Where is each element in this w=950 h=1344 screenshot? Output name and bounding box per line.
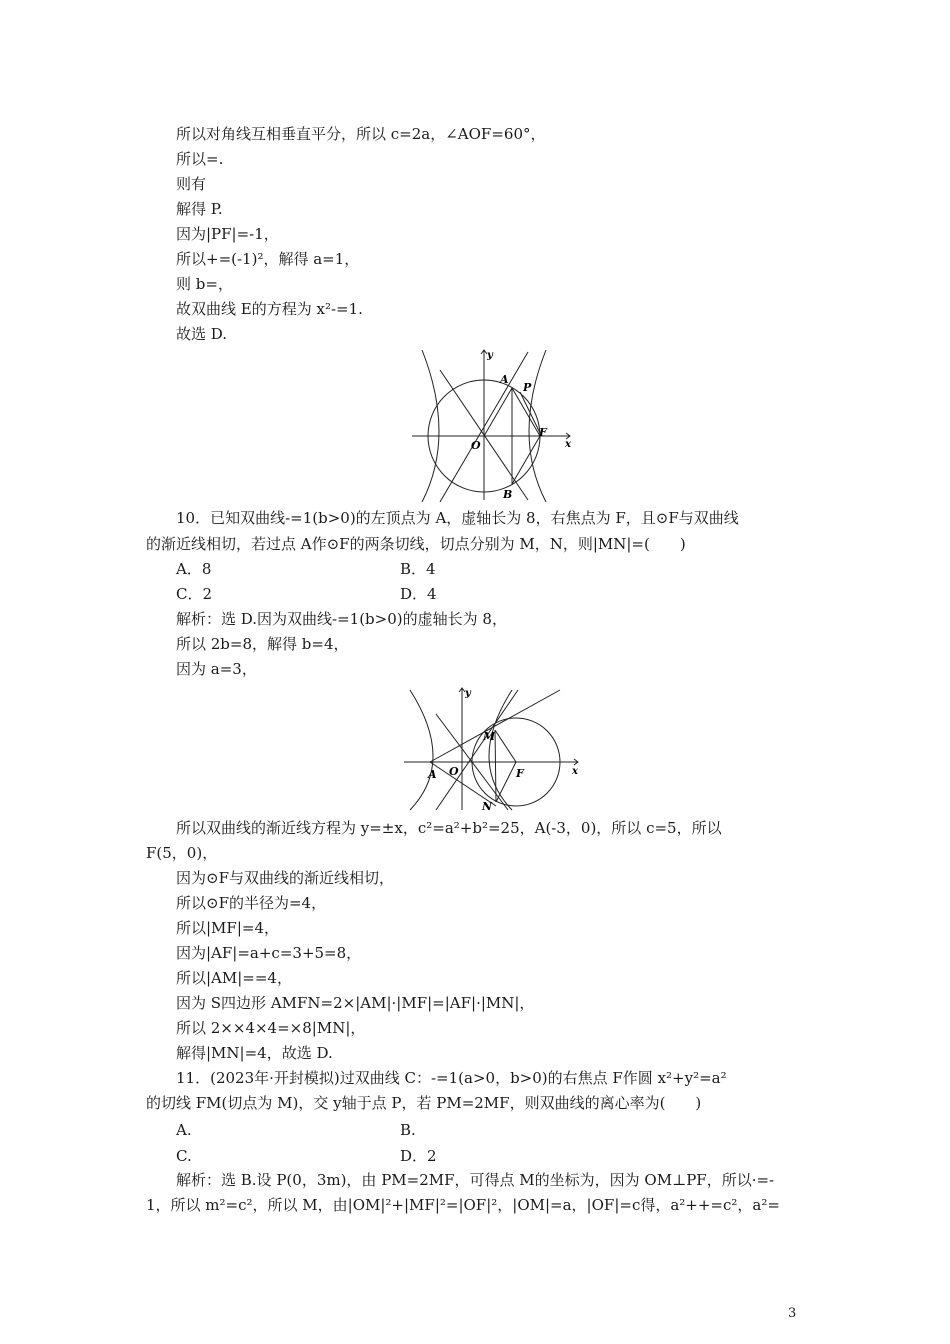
text-line: 因为⊙F与双曲线的渐近线相切， — [176, 869, 394, 887]
segment-pf — [520, 392, 540, 433]
text-line: C. — [176, 1147, 192, 1165]
text-line: 所以|AM|==4， — [176, 969, 292, 987]
text-line: A．8 — [176, 560, 212, 578]
text-line: 1，所以 m²=c²，所以 M，由|OM|²+|MF|²=|OF|²，|OM|=a，|OF|=c得，a²++=c²，a²= — [146, 1196, 780, 1214]
text-line: 的渐近线相切，若过点 A作⊙F的两条切线，切点分别为 M，N，则|MN|=( ) — [146, 535, 686, 553]
text-line: 所以⊙F的半径为=4， — [176, 894, 327, 912]
label-n: N — [482, 800, 493, 812]
segment-mf — [495, 730, 516, 762]
label-x: x — [565, 439, 571, 450]
label-a: A — [428, 768, 437, 781]
label-f: F — [539, 426, 547, 439]
asymptote-1 — [436, 690, 518, 810]
text-line: B. — [400, 1121, 416, 1139]
text-line: 解析：选 B.设 P(0，3m)，由 PM=2MF，可得点 M的坐标为，因为 OM⊥PF，所以·=- — [176, 1171, 775, 1189]
text-line: 所以|MF|=4， — [176, 919, 279, 937]
text-line: B．4 — [400, 560, 436, 578]
text-line: 则有 — [176, 175, 207, 193]
text-line: 因为|AF|=a+c=3+5=8， — [176, 944, 362, 962]
label-f: F — [516, 767, 524, 780]
figure-hyperbola-circle-2 — [400, 686, 582, 812]
segment-oa — [484, 388, 512, 436]
segment-nf — [496, 762, 516, 802]
label-y: y — [487, 350, 493, 361]
label-a: A — [500, 373, 509, 386]
label-o: O — [471, 439, 481, 452]
text-line: D．4 — [400, 585, 437, 603]
label-o: O — [449, 765, 459, 778]
label-x: x — [572, 766, 578, 777]
hyperbola-left-branch — [410, 690, 433, 810]
text-line: 所以 2××4×4=×8|MN|， — [176, 1019, 366, 1037]
text-line: 所以 2b=8，解得 b=4， — [176, 635, 349, 653]
text-line: 故选 D. — [176, 325, 228, 343]
text-line: 所以对角线互相垂直平分，所以 c=2a，∠AOF=60°， — [176, 125, 546, 143]
text-line: 的切线 FM(切点为 M)，交 y轴于点 P，若 PM=2MF，则双曲线的离心率为( ) — [146, 1094, 702, 1112]
text-line: 解得|MN|=4，故选 D. — [176, 1044, 333, 1062]
text-line: 则 b=， — [176, 275, 233, 293]
text-line: 因为 S四边形 AMFN=2×|AM|·|MF|=|AF|·|MN|， — [176, 994, 535, 1012]
label-y: y — [465, 688, 471, 699]
page-number: 3 — [788, 1306, 797, 1321]
figure-hyperbola-circle-1 — [410, 348, 576, 504]
segment-af — [512, 388, 540, 436]
label-b: B — [503, 488, 513, 501]
label-m: M — [483, 730, 496, 743]
text-line: 解得 P. — [176, 200, 223, 218]
text-line: 故双曲线 E的方程为 x²-=1. — [176, 300, 363, 318]
text-line: F(5，0)， — [146, 844, 218, 862]
text-line: 所以=. — [176, 150, 224, 168]
text-line: C．2 — [176, 585, 213, 603]
label-p: P — [523, 381, 532, 394]
text-line: 因为|PF|=-1， — [176, 225, 279, 243]
text-line: 因为 a=3， — [176, 660, 257, 678]
text-line: 所以双曲线的渐近线方程为 y=±x，c²=a²+b²=25，A(-3，0)，所以 c=5，所以 — [176, 819, 722, 837]
hyperbola-left-branch — [422, 350, 439, 502]
text-line: 10．已知双曲线-=1(b>0)的左顶点为 A，虚轴长为 8，右焦点为 F，且⊙F与双曲线 — [176, 509, 739, 527]
text-line: 解析：选 D.因为双曲线-=1(b>0)的虚轴长为 8， — [176, 610, 507, 628]
text-line: A. — [176, 1121, 192, 1139]
text-line: 所以+=(-1)²，解得 a=1， — [176, 250, 360, 268]
text-line: 11．(2023年·开封模拟)过双曲线 C：-=1(a>0，b>0)的右焦点 F作圆 x²+y²=a² — [176, 1069, 727, 1087]
text-line: D．2 — [400, 1147, 437, 1165]
